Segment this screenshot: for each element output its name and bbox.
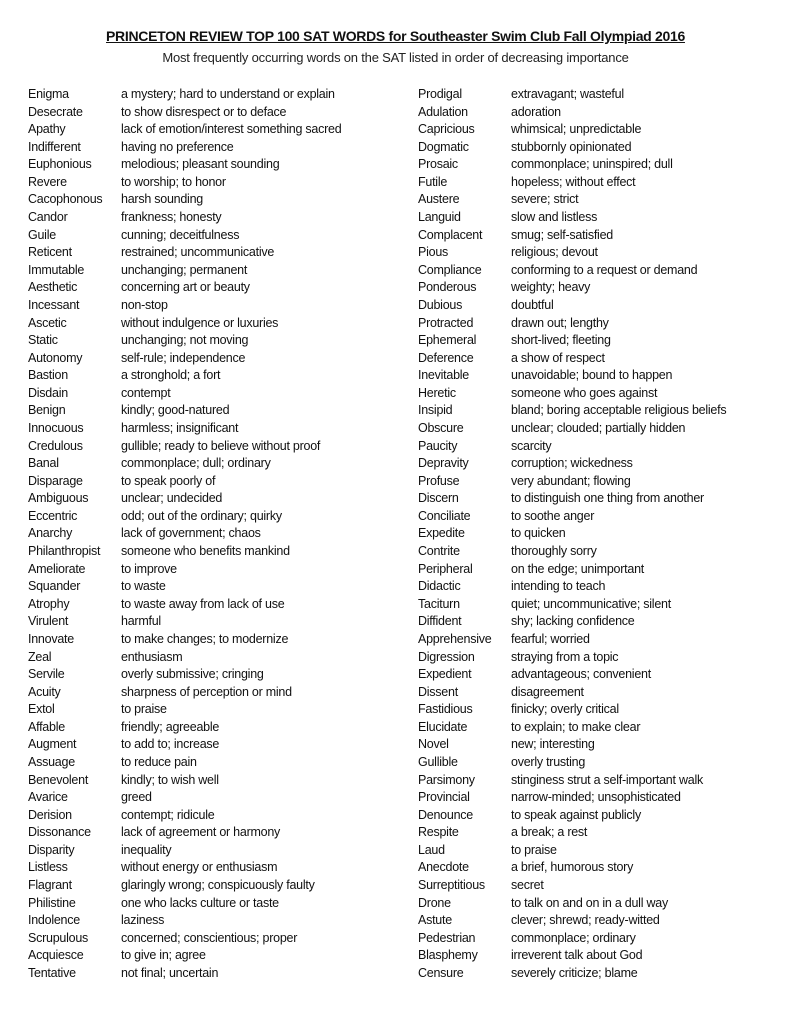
- vocab-word: Respite: [418, 825, 459, 840]
- vocab-word: Digression: [418, 649, 475, 664]
- vocab-definition: whimsical; unpredictable: [511, 122, 642, 137]
- vocab-word: Squander: [28, 579, 81, 594]
- vocab-word: Ponderous: [418, 280, 477, 295]
- vocab-word: Parsimony: [418, 772, 475, 787]
- vocab-definition: lack of agreement or harmony: [121, 825, 281, 840]
- vocab-word: Deference: [418, 350, 474, 365]
- vocab-word: Paucity: [418, 438, 458, 453]
- vocab-definition: overly submissive; cringing: [121, 667, 264, 682]
- vocab-word: Apprehensive: [418, 631, 492, 646]
- vocab-word: Ephemeral: [418, 333, 477, 348]
- vocab-definition: greed: [121, 790, 152, 805]
- vocab-definition: adoration: [511, 104, 561, 119]
- vocab-word: Pious: [418, 245, 449, 260]
- vocab-word: Disparity: [28, 842, 75, 857]
- vocab-word: Guile: [28, 227, 56, 242]
- vocab-definition: contempt: [121, 385, 171, 400]
- vocab-definition: one who lacks culture or taste: [121, 895, 279, 910]
- vocab-word: Novel: [418, 737, 449, 752]
- page-subtitle: Most frequently occurring words on the SAT listed in order of decreasing importance: [162, 50, 629, 65]
- vocab-definition: lack of emotion/interest something sacred: [121, 122, 342, 137]
- vocab-definition: very abundant; flowing: [511, 473, 631, 488]
- vocab-definition: fearful; worried: [511, 631, 590, 646]
- vocab-definition: kindly; to wish well: [121, 772, 219, 787]
- vocab-definition: kindly; good-natured: [121, 403, 230, 418]
- vocab-word: Cacophonous: [28, 192, 103, 207]
- vocab-word: Credulous: [28, 438, 83, 453]
- vocab-definition: drawn out; lengthy: [511, 315, 609, 330]
- vocab-definition: unchanging; not moving: [121, 333, 249, 348]
- vocab-definition: odd; out of the ordinary; quirky: [121, 508, 282, 523]
- vocab-definition: to praise: [121, 702, 167, 717]
- vocab-definition: disagreement: [511, 684, 584, 699]
- vocab-word: Zeal: [28, 649, 52, 664]
- vocab-definition: restrained; uncommunicative: [121, 245, 275, 260]
- vocab-word: Profuse: [418, 473, 460, 488]
- vocab-word: Flagrant: [28, 878, 72, 893]
- vocab-word: Didactic: [418, 579, 461, 594]
- vocab-definition: bland; boring acceptable religious beliefs: [511, 403, 727, 418]
- vocab-definition: to improve: [121, 561, 177, 576]
- vocab-word: Prodigal: [418, 87, 462, 101]
- vocab-definition: someone who benefits mankind: [121, 544, 290, 559]
- vocab-definition: friendly; agreeable: [121, 719, 220, 734]
- vocab-definition: self-rule; independence: [121, 350, 246, 365]
- vocab-word: Denounce: [418, 807, 473, 822]
- vocab-definition: stinginess strut a self-important walk: [511, 772, 703, 787]
- vocab-definition: laziness: [121, 913, 165, 928]
- vocab-word: Complacent: [418, 227, 483, 242]
- vocab-word: Listless: [28, 860, 68, 875]
- vocab-definition: unclear; undecided: [121, 491, 223, 506]
- vocab-definition: short-lived; fleeting: [511, 333, 611, 348]
- vocab-definition: advantageous; convenient: [511, 667, 651, 682]
- vocab-definition: concerned; conscientious; proper: [121, 930, 298, 945]
- vocab-word: Discern: [418, 491, 459, 506]
- vocab-definition: secret: [511, 878, 544, 893]
- vocab-word: Philistine: [28, 895, 76, 910]
- vocab-definition: enthusiasm: [121, 649, 183, 664]
- vocab-definition: shy; lacking confidence: [511, 614, 635, 629]
- vocab-word: Affable: [28, 719, 65, 734]
- vocab-word: Protracted: [418, 315, 474, 330]
- vocab-definition: to waste: [121, 579, 166, 594]
- vocab-definition: to worship; to honor: [121, 174, 226, 189]
- vocab-definition: straying from a topic: [511, 649, 619, 664]
- vocab-definition: non-stop: [121, 297, 168, 312]
- vocab-definition: a mystery; hard to understand or explain: [121, 87, 335, 101]
- vocab-word: Peripheral: [418, 561, 473, 576]
- vocab-word: Ameliorate: [28, 561, 86, 576]
- vocab-word: Scrupulous: [28, 930, 89, 945]
- vocab-word: Reticent: [28, 245, 72, 260]
- vocab-definition: narrow-minded; unsophisticated: [511, 790, 681, 805]
- vocab-definition: gullible; ready to believe without proof: [121, 438, 321, 453]
- vocab-definition: severe; strict: [511, 192, 579, 207]
- vocab-word: Prosaic: [418, 157, 458, 172]
- vocab-word: Compliance: [418, 262, 482, 277]
- vocab-definition: harsh sounding: [121, 192, 203, 207]
- vocab-word: Revere: [28, 174, 67, 189]
- vocab-word: Philanthropist: [28, 544, 101, 559]
- vocab-definition: commonplace; uninspired; dull: [511, 157, 673, 172]
- vocab-word: Incessant: [28, 297, 80, 312]
- vocab-word: Provincial: [418, 790, 470, 805]
- vocab-word: Anecdote: [418, 860, 469, 875]
- vocab-word: Indifferent: [28, 139, 81, 154]
- vocab-definition: irreverent talk about God: [511, 948, 643, 963]
- vocab-definition: unchanging; permanent: [121, 262, 248, 277]
- vocab-word: Banal: [28, 456, 59, 471]
- vocab-definition: a stronghold; a fort: [121, 368, 221, 383]
- vocab-word: Ambiguous: [28, 491, 89, 506]
- vocab-definition: commonplace; dull; ordinary: [121, 456, 271, 471]
- vocab-word: Taciturn: [418, 596, 460, 611]
- vocab-definition: someone who goes against: [511, 385, 658, 400]
- vocab-definition: to soothe anger: [511, 508, 595, 523]
- vocab-word: Fastidious: [418, 702, 473, 717]
- vocab-definition: hopeless; without effect: [511, 174, 636, 189]
- vocab-word: Pedestrian: [418, 930, 476, 945]
- vocab-definition: a show of respect: [511, 350, 605, 365]
- vocab-definition: to show disrespect or to deface: [121, 104, 287, 119]
- vocab-word: Atrophy: [28, 596, 70, 611]
- vocab-word: Futile: [418, 174, 448, 189]
- vocab-definition: to talk on and on in a dull way: [511, 895, 668, 910]
- vocab-word: Autonomy: [28, 350, 83, 365]
- vocab-definition: thoroughly sorry: [511, 544, 597, 559]
- vocab-word: Assuage: [28, 754, 75, 769]
- vocab-definition: commonplace; ordinary: [511, 930, 636, 945]
- vocab-word: Extol: [28, 702, 55, 717]
- vocab-word: Contrite: [418, 544, 460, 559]
- vocab-definition: to reduce pain: [121, 754, 197, 769]
- vocab-word: Gullible: [418, 754, 458, 769]
- vocab-word: Surreptitious: [418, 878, 485, 893]
- vocab-word: Austere: [418, 192, 460, 207]
- page-title: PRINCETON REVIEW TOP 100 SAT WORDS for Southeaster Swim Club Fall Olympiad 2016: [106, 28, 685, 44]
- vocab-word: Disdain: [28, 385, 68, 400]
- vocab-definition: unavoidable; bound to happen: [511, 368, 673, 383]
- vocab-definition: extravagant; wasteful: [511, 87, 624, 101]
- vocab-definition: not final; uncertain: [121, 965, 219, 980]
- vocab-definition: doubtful: [511, 297, 554, 312]
- vocab-definition: a break; a rest: [511, 825, 588, 840]
- vocab-word: Acquiesce: [28, 948, 84, 963]
- vocab-word: Languid: [418, 210, 461, 225]
- vocab-definition: contempt; ridicule: [121, 807, 215, 822]
- vocab-word: Dissent: [418, 684, 458, 699]
- vocab-definition: new; interesting: [511, 737, 595, 752]
- vocab-definition: religious; devout: [511, 245, 598, 260]
- vocab-word: Acuity: [28, 684, 61, 699]
- vocab-definition: slow and listless: [511, 210, 598, 225]
- vocab-word: Immutable: [28, 262, 85, 277]
- vocab-word: Anarchy: [28, 526, 73, 541]
- vocab-word: Dubious: [418, 297, 463, 312]
- vocab-definition: corruption; wickedness: [511, 456, 633, 471]
- vocab-definition: scarcity: [511, 438, 552, 453]
- vocab-definition: to make changes; to modernize: [121, 631, 289, 646]
- vocab-word: Dogmatic: [418, 139, 469, 154]
- vocab-definition: on the edge; unimportant: [511, 561, 644, 576]
- vocab-word: Benign: [28, 403, 66, 418]
- vocab-word: Drone: [418, 895, 451, 910]
- vocab-definition: to speak against publicly: [511, 807, 641, 822]
- vocab-definition: finicky; overly critical: [511, 702, 619, 717]
- vocab-definition: inequality: [121, 842, 172, 857]
- vocab-definition: without energy or enthusiasm: [121, 860, 278, 875]
- vocab-definition: quiet; uncommunicative; silent: [511, 596, 671, 611]
- vocab-definition: harmful: [121, 614, 161, 629]
- vocab-definition: unclear; clouded; partially hidden: [511, 420, 686, 435]
- vocab-definition: having no preference: [121, 139, 234, 154]
- vocab-definition: to add to; increase: [121, 737, 220, 752]
- vocab-definition: to give in; agree: [121, 948, 206, 963]
- vocab-word: Tentative: [28, 965, 76, 980]
- vocab-word: Diffident: [418, 614, 462, 629]
- vocab-definition: cunning; deceitfulness: [121, 227, 240, 242]
- vocab-word: Censure: [418, 965, 464, 980]
- vocab-definition: frankness; honesty: [121, 210, 222, 225]
- vocab-word: Benevolent: [28, 772, 89, 787]
- vocab-definition: concerning art or beauty: [121, 280, 250, 295]
- vocab-definition: weighty; heavy: [511, 280, 591, 295]
- vocab-word: Obscure: [418, 420, 464, 435]
- vocab-definition: severely criticize; blame: [511, 965, 638, 980]
- vocab-word: Heretic: [418, 385, 456, 400]
- vocab-word: Eccentric: [28, 508, 78, 523]
- vocab-word: Servile: [28, 667, 65, 682]
- vocab-word: Ascetic: [28, 315, 67, 330]
- vocab-definition: overly trusting: [511, 754, 586, 769]
- vocab-word: Innocuous: [28, 420, 84, 435]
- vocab-definition: to explain; to make clear: [511, 719, 641, 734]
- vocab-definition: to praise: [511, 842, 557, 857]
- vocab-definition: to distinguish one thing from another: [511, 491, 704, 506]
- vocab-word: Capricious: [418, 122, 475, 137]
- vocab-word: Desecrate: [28, 104, 83, 119]
- vocab-definition: to waste away from lack of use: [121, 596, 285, 611]
- vocab-definition: glaringly wrong; conspicuously faulty: [121, 878, 315, 893]
- vocab-word: Euphonious: [28, 157, 92, 172]
- vocab-definition: intending to teach: [511, 579, 606, 594]
- vocab-word: Astute: [418, 913, 452, 928]
- vocab-word: Laud: [418, 842, 445, 857]
- vocab-definition: clever; shrewd; ready-witted: [511, 913, 660, 928]
- vocab-word: Static: [28, 333, 58, 348]
- vocab-definition: sharpness of perception or mind: [121, 684, 292, 699]
- vocab-word: Insipid: [418, 403, 453, 418]
- vocab-word: Aesthetic: [28, 280, 78, 295]
- vocab-word: Augment: [28, 737, 77, 752]
- vocab-word: Adulation: [418, 104, 468, 119]
- vocab-definition: to quicken: [511, 526, 566, 541]
- vocab-word: Indolence: [28, 913, 80, 928]
- vocab-word: Enigma: [28, 87, 69, 101]
- vocab-definition: stubbornly opinionated: [511, 139, 632, 154]
- vocab-word: Expedite: [418, 526, 465, 541]
- vocab-definition: harmless; insignificant: [121, 420, 239, 435]
- vocab-definition: smug; self-satisfied: [511, 227, 613, 242]
- vocab-word: Avarice: [28, 790, 68, 805]
- vocab-word: Conciliate: [418, 508, 471, 523]
- vocab-word: Elucidate: [418, 719, 468, 734]
- vocab-word: Candor: [28, 210, 68, 225]
- vocab-word: Inevitable: [418, 368, 470, 383]
- vocab-word: Depravity: [418, 456, 469, 471]
- vocab-word: Disparage: [28, 473, 83, 488]
- vocab-definition: conforming to a request or demand: [511, 262, 698, 277]
- vocab-definition: without indulgence or luxuries: [121, 315, 279, 330]
- vocab-definition: to speak poorly of: [121, 473, 216, 488]
- vocab-word: Apathy: [28, 122, 66, 137]
- vocab-word: Innovate: [28, 631, 74, 646]
- vocab-definition: lack of government; chaos: [121, 526, 261, 541]
- vocab-word: Expedient: [418, 667, 472, 682]
- vocab-word: Dissonance: [28, 825, 91, 840]
- vocab-word: Bastion: [28, 368, 68, 383]
- vocab-word: Virulent: [28, 614, 69, 629]
- vocab-word: Blasphemy: [418, 948, 478, 963]
- vocab-word: Derision: [28, 807, 72, 822]
- vocab-definition: melodious; pleasant sounding: [121, 157, 280, 172]
- vocab-definition: a brief, humorous story: [511, 860, 634, 875]
